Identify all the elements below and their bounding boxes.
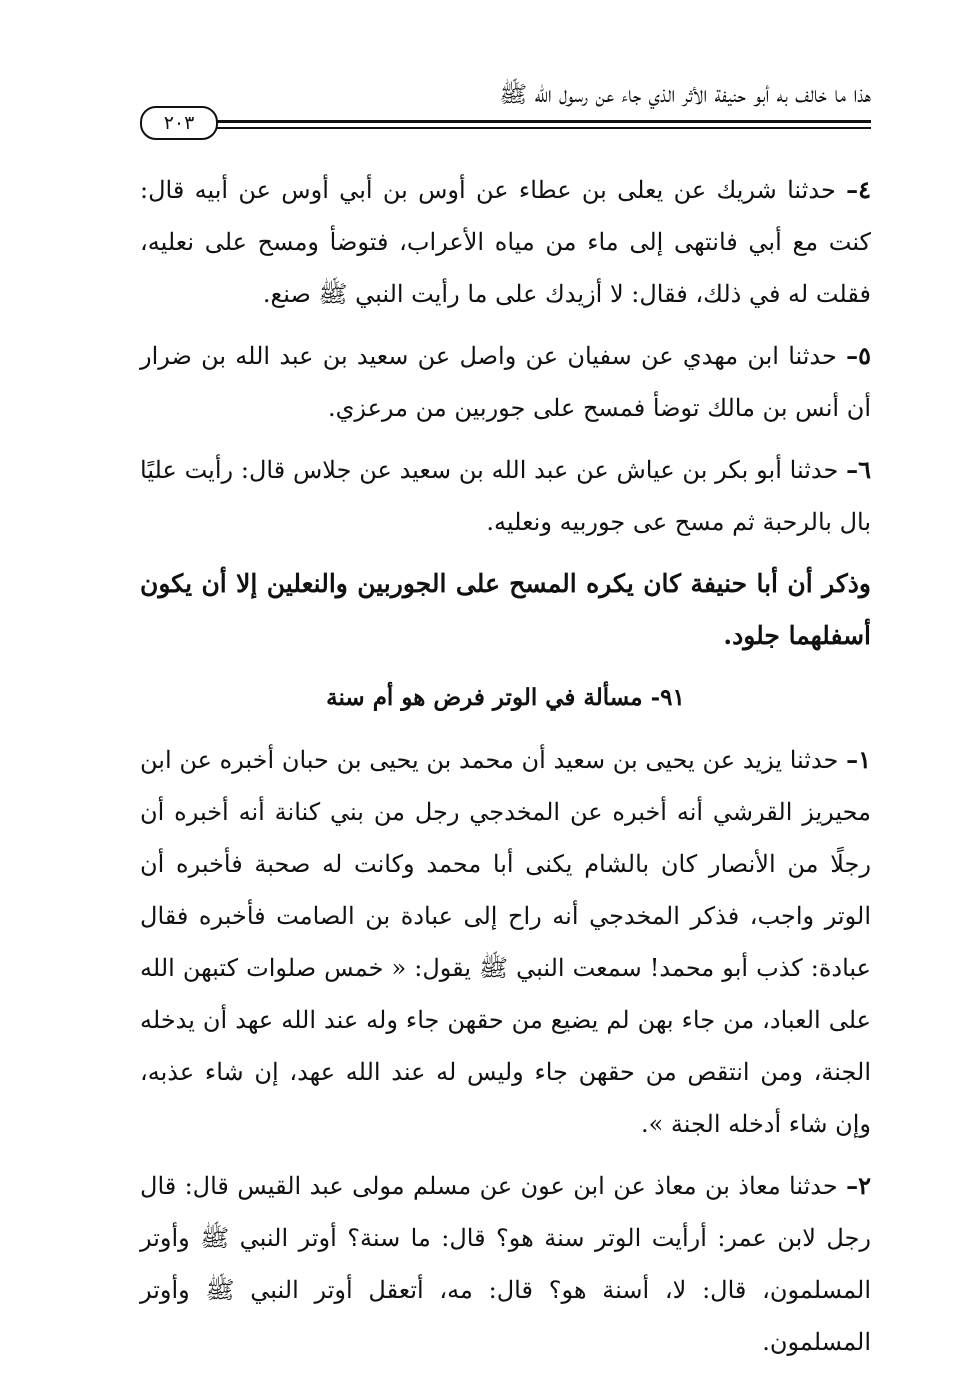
hadith-text: حدثنا أبو بكر بن عياش عن عبد الله بن سعيد عن جلاس قال: رأيت عليًا بال بالرحبة ثم مسح عى جوربيه ونعليه. [140, 456, 871, 536]
hadith-paragraph [140, 164, 871, 320]
page-body [140, 164, 871, 1378]
author-note: وذكر أن أبا حنيفة كان يكره المسح على الجوربين والنعلين إلا أن يكون أسفلهما جلود. [140, 569, 871, 650]
hadith-number: ٤– [846, 175, 871, 204]
hadith-number: ٦– [846, 455, 871, 484]
hadith-text: حدثنا معاذ بن معاذ عن ابن عون عن مسلم مولى عبد القيس قال: قال رجل لابن عمر: أرأيت الوتر سنة هو؟ قال: ما سنة؟ أوتر النبي ﷺ وأوتر المسلمون، قال: لا، أسنة هو؟ قال: مه، أتعقل أوتر النبي ﷺ وأوتر المسلمون. [140, 1172, 871, 1356]
page-number: ٢٠٣ [140, 106, 218, 140]
hadith-number: ٢– [846, 1171, 871, 1200]
hadith-text: حدثنا شريك عن يعلى بن عطاء عن أوس بن أبي أوس عن أبيه قال: كنت مع أبي فانتهى إلى ماء من مياه الأعراب، فتوضأ ومسح على نعليه، فقلت له في ذلك، فقال: لا أزيدك على ما رأيت النبي ﷺ صنع. [140, 176, 871, 308]
header-rule-thick [210, 120, 871, 123]
hadith-paragraph [140, 734, 871, 1150]
hadith-paragraph [140, 1160, 871, 1368]
hadith-text: حدثنا ابن مهدي عن سفيان عن واصل عن سعيد بن عبد الله بن ضرار أن أنس بن مالك توضأ فمسح على جوربين من مرعزي. [140, 342, 871, 422]
header-rule-thin [210, 127, 871, 129]
page-header [140, 70, 871, 150]
hadith-paragraph [140, 330, 871, 434]
section-heading: ٩١- مسألة في الوتر فرض هو أم سنة [326, 684, 685, 711]
hadith-paragraph [140, 444, 871, 548]
hadith-number: ١– [846, 745, 871, 774]
hadith-text: حدثنا يزيد عن يحيى بن سعيد أن محمد بن يحيى بن حبان أخبره عن ابن محيريز القرشي أنه أخبره عن المخدجي رجل من بني كنانة أنه أخبره أن رجلًا من الأنصار كان بالشام يكنى أبا محمد وكانت له صحبة فأخبره أن الوتر واجب، فذكر المخدجي أنه راح إلى عبادة بن الصامت فأخبره فقال عبادة: كذب أبو محمد! سمعت النبي ﷺ يقول: « خمس صلوات كتبهن الله على العباد، من جاء بهن لم يضيع من حقهن جاء وله عند الله عهد أن يدخله الجنة، ومن انتقص من حقهن جاء وليس له عند الله عهد، إن شاء عذبه، وإن شاء أدخله الجنة ». [140, 746, 872, 1138]
hadith-number: ٥– [846, 341, 871, 370]
running-title: هذا ما خالف به أبو حنيفة الأثر الذي جاء عن رسول الله ﷺ [499, 82, 871, 108]
